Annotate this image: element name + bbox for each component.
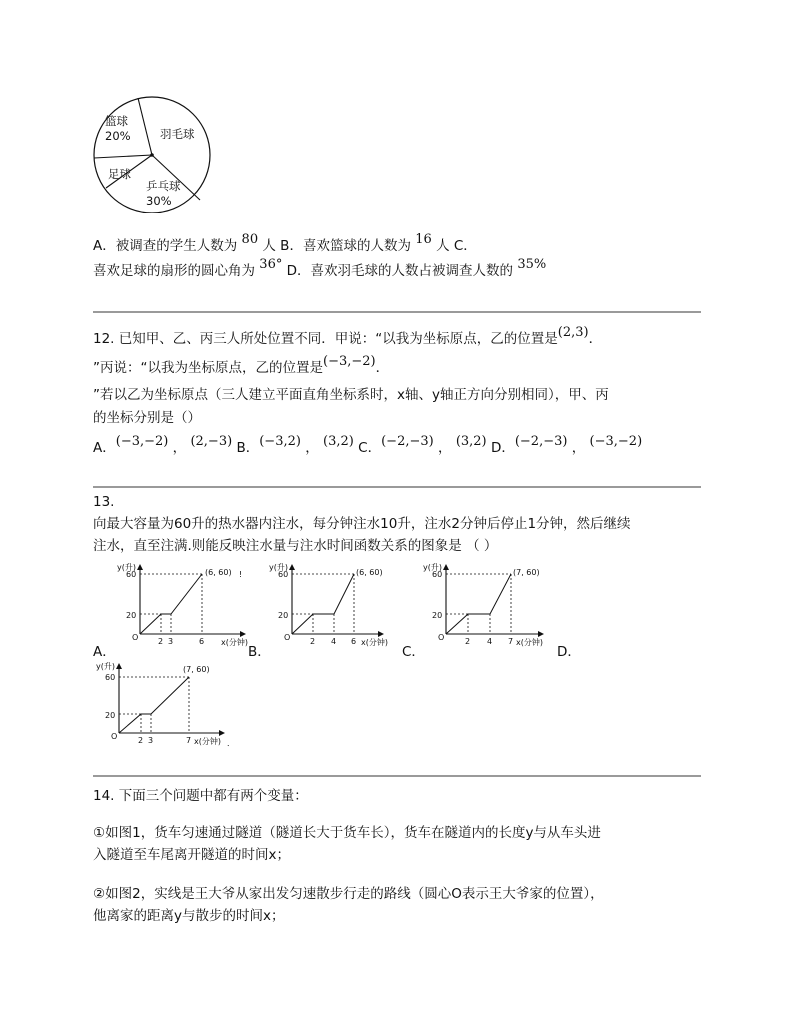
graph-D-endpoint: (7, 60)	[183, 665, 210, 674]
q13-opt-A: A．	[93, 644, 116, 660]
pie-center	[150, 153, 154, 157]
pie-pct-basketball: 20%	[105, 129, 131, 143]
q13-opt-D: D．	[557, 644, 581, 660]
q11-optC-prefix: 喜欢足球的扇形的圆心角为	[93, 263, 255, 279]
q13-opt-B: B．	[248, 644, 271, 660]
q13-line1: 向最大容量为60升的热水器内注水，每分钟注水10升，注水2分钟后停止1分钟，然后继续	[93, 516, 631, 532]
graph-A-ylabel: y(升)	[117, 563, 136, 572]
q11-optD-value: 35%	[517, 257, 547, 272]
graph-B-tick3: 6	[351, 637, 357, 646]
q12-opt-D: D．	[490, 440, 515, 456]
q12-b2: (3,2)	[323, 434, 354, 449]
q12-opt-B: B．	[236, 440, 260, 456]
q12-d1: (−2,−3)	[514, 434, 568, 449]
q11-optC-value: 36°	[259, 257, 283, 272]
q12-opt-A: A．	[93, 440, 116, 456]
graph-D-origin: O	[111, 732, 118, 741]
graph-D-ylabel: y(升)	[96, 662, 115, 671]
q12-comma-c: ，	[438, 440, 452, 456]
q11-optA-value: 80	[241, 232, 259, 247]
q12-comma-b: ，	[305, 440, 319, 456]
divider-1	[93, 311, 701, 313]
pie-chart	[90, 88, 215, 213]
graph-D-tick1: 2	[138, 736, 144, 745]
q12-a1: (−3,−2)	[115, 434, 169, 449]
q14-line1: 14. 下面三个问题中都有两个变量：	[93, 788, 308, 804]
graph-B	[262, 560, 402, 652]
graph-A-y60: 60	[126, 570, 137, 579]
pie-label-pingpong: 乒乓球	[146, 179, 181, 193]
q12-line2	[93, 356, 389, 376]
q11-options-line2	[93, 259, 546, 279]
graph-D-tick2: 3	[148, 736, 154, 745]
pie-label-basketball: 篮球	[105, 114, 128, 128]
graph-C-y20: 20	[432, 611, 443, 620]
graph-C-y60: 60	[432, 570, 443, 579]
q12-line1-coord: (2,3)	[557, 325, 589, 340]
graph-C-tick2: 4	[487, 637, 493, 646]
q14-p2-line2: 他离家的距离y与散步的时间x；	[93, 908, 285, 924]
graph-B-y20: 20	[278, 611, 289, 620]
graph-C-xlabel: x(分钟)	[516, 638, 543, 647]
q14-p1-line2: 入隧道至车尾离开隧道的时间x；	[93, 847, 290, 863]
graph-B-line	[292, 574, 354, 634]
q12-line2-end: ．	[375, 360, 390, 376]
q14-p1-line1: ①如图1，货车匀速通过隧道（隧道长大于货车长），货车在隧道内的长度y与从车头进	[93, 825, 601, 841]
q12-line4: 的坐标分别是（）	[93, 410, 201, 426]
q12-line1-end: ．	[588, 331, 603, 347]
graph-D	[93, 659, 243, 751]
graph-C-line	[446, 574, 511, 634]
graph-C-tick3: 7	[508, 637, 514, 646]
graph-D-y20: 20	[105, 711, 116, 720]
graph-A-tick1: 2	[158, 637, 164, 646]
q12-line3: ”若以乙为坐标原点（三人建立平面直角坐标系时，x轴、y轴正方向分别相同），甲、丙	[93, 387, 609, 403]
graph-C	[416, 560, 556, 652]
graph-A	[110, 560, 250, 652]
q11-optB-value: 16	[415, 232, 432, 247]
q12-comma-d: ，	[571, 440, 586, 456]
q11-optB-unit: 人 C．	[436, 238, 477, 254]
pie-label-badminton: 羽毛球	[160, 127, 195, 141]
graph-B-origin: O	[284, 633, 291, 642]
graph-A-xlabel: x(分钟)	[221, 638, 248, 647]
graph-A-y20: 20	[126, 611, 137, 620]
q12-line2-coord: (−3,−2)	[323, 354, 376, 369]
q12-line2-text: ”丙说：“以我为坐标原点，乙的位置是	[93, 360, 323, 376]
q12-comma-a: ，	[172, 440, 187, 456]
q12-options	[93, 436, 642, 456]
graph-D-y60: 60	[105, 673, 116, 682]
graph-B-ylabel: y(升)	[269, 563, 288, 572]
q13-opt-C: C．	[402, 644, 425, 660]
graph-D-line	[119, 677, 189, 733]
graph-D-dot: ．	[227, 739, 235, 748]
pie-label-football: 足球	[108, 167, 131, 181]
graph-D-xlabel: x(分钟)	[194, 737, 221, 746]
graph-D-tick3: 7	[186, 736, 192, 745]
graph-C-ylabel: y(升)	[423, 563, 442, 572]
q12-d2: (−3,−2)	[589, 434, 643, 449]
graph-A-tick2: 3	[168, 637, 174, 646]
q11-options-line1	[93, 234, 477, 254]
q11-optA-unit: 人 B．喜欢篮球的人数为	[262, 238, 411, 254]
q12-opt-C: C．	[358, 440, 382, 456]
graph-B-tick2: 4	[331, 637, 337, 646]
divider-3	[93, 775, 701, 777]
q12-c1: (−2,−3)	[381, 434, 434, 449]
graph-B-xlabel: x(分钟)	[361, 638, 388, 647]
graph-A-endpoint: (6, 60)	[205, 568, 232, 577]
graph-B-endpoint: (6, 60)	[356, 568, 383, 577]
graph-A-origin: O	[132, 633, 139, 642]
q14-p2-line1: ②如图2，实线是王大爷从家出发匀速散步行走的路线（圆心O表示王大爷家的位置），	[93, 886, 604, 902]
graph-C-origin: O	[438, 633, 445, 642]
pie-pct-pingpong: 30%	[146, 194, 172, 208]
graph-A-tick3: 6	[199, 637, 205, 646]
graph-C-tick1: 2	[465, 637, 471, 646]
q12-b1: (−3,2)	[259, 434, 301, 449]
graph-A-mark: !	[239, 570, 243, 579]
q11-optA-prefix: A．被调查的学生人数为	[93, 238, 238, 254]
q11-optD-prefix: D．喜欢羽毛球的人数占被调查人数的	[286, 263, 514, 279]
divider-2	[93, 486, 701, 488]
q12-c2: (3,2)	[455, 434, 487, 449]
q13-line2: 注水，直至注满.则能反映注水量与注水时间函数关系的图象是 （ ）	[93, 538, 498, 554]
q12-line1	[93, 327, 602, 347]
graph-B-tick1: 2	[310, 637, 316, 646]
q13-number: 13.	[93, 494, 115, 510]
graph-C-endpoint: (7, 60)	[513, 568, 540, 577]
q12-line1-text: 12. 已知甲、乙、丙三人所处位置不同．甲说：“以我为坐标原点，乙的位置是	[93, 331, 558, 347]
graph-B-y60: 60	[278, 570, 289, 579]
q12-a2: (2,−3)	[190, 434, 233, 449]
graph-A-line	[140, 574, 202, 634]
